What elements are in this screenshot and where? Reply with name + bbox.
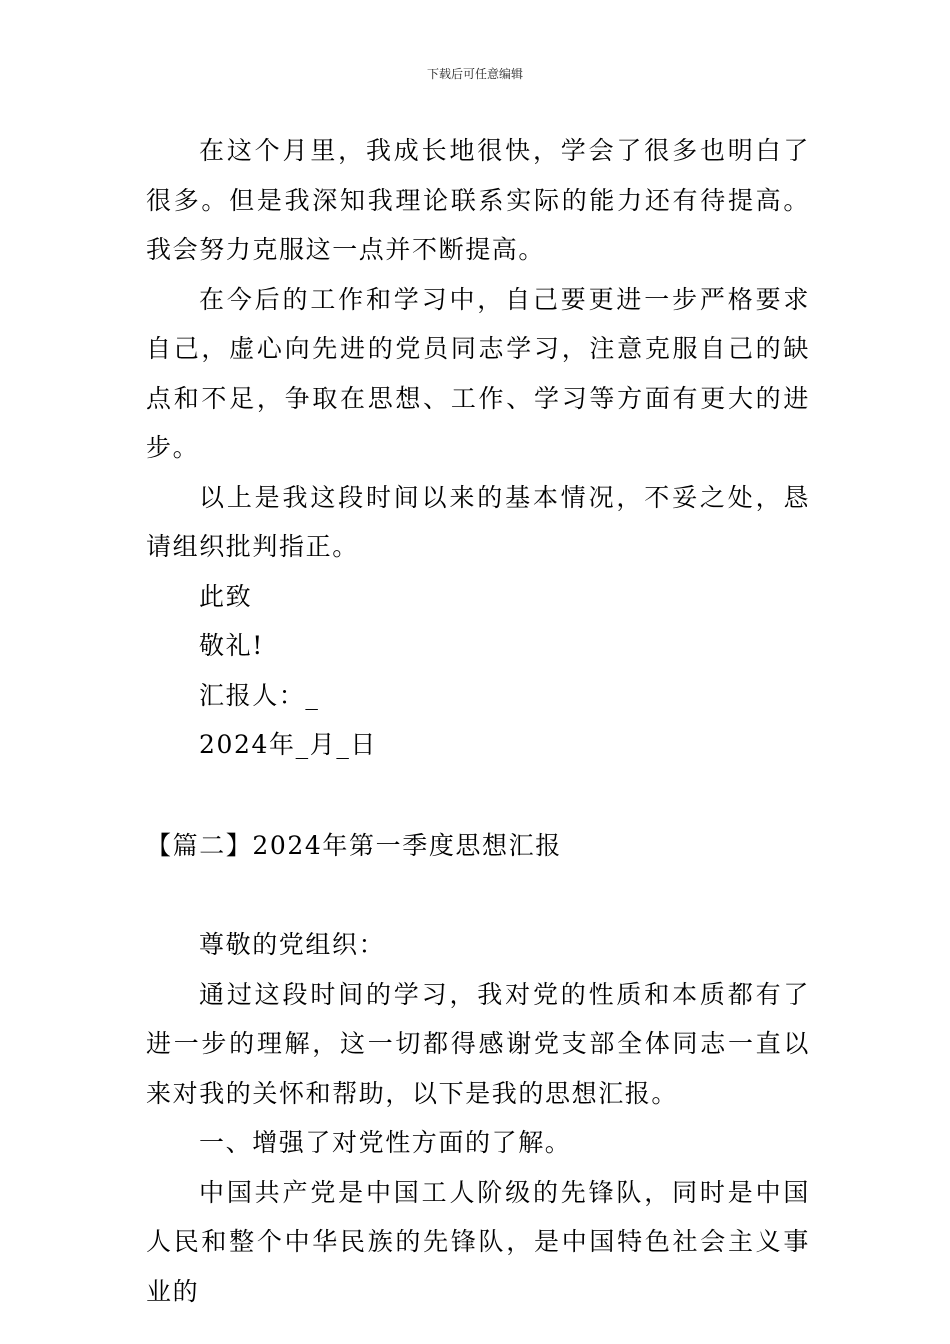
paragraph: 通过这段时间的学习，我对党的性质和本质都有了进一步的理解，这一切都得感谢党支部全体同志一直以来对我的关怀和帮助，以下是我的思想汇报。 <box>146 979 810 1108</box>
reporter-line: 汇报人：_ <box>199 680 320 710</box>
paragraph: 以上是我这段时间以来的基本情况，不妥之处，恳请组织批判指正。 <box>146 482 810 561</box>
date-line: 2024年_月_日 <box>199 730 378 759</box>
paragraph: 中国共产党是中国工人阶级的先锋队，同时是中国人民和整个中华民族的先锋队，是中国特色社会主义事业的 <box>146 1177 810 1306</box>
page-header: 下载后可任意编辑 <box>426 67 523 81</box>
greeting-line: 尊敬的党组织： <box>199 930 386 959</box>
paragraph: 一、增强了对党性方面的了解。 <box>199 1128 572 1157</box>
closing-line: 此致 <box>199 581 253 611</box>
paragraph: 在这个月里，我成长地很快，学会了很多也明白了很多。但是我深知我理论联系实际的能力还有待提高。我会努力克服这一点并不断提高。 <box>146 136 810 264</box>
document-body <box>146 126 810 1316</box>
paragraph: 在今后的工作和学习中，自己要更进一步严格要求自己，虚心向先进的党员同志学习，注意克服自己的缺点和不足，争取在思想、工作、学习等方面有更大的进步。 <box>146 284 810 462</box>
spacer <box>146 770 810 821</box>
spacer <box>146 870 810 920</box>
salute-line: 敬礼! <box>199 631 264 660</box>
section-title: 【篇二】2024年第一季度思想汇报 <box>146 830 562 860</box>
